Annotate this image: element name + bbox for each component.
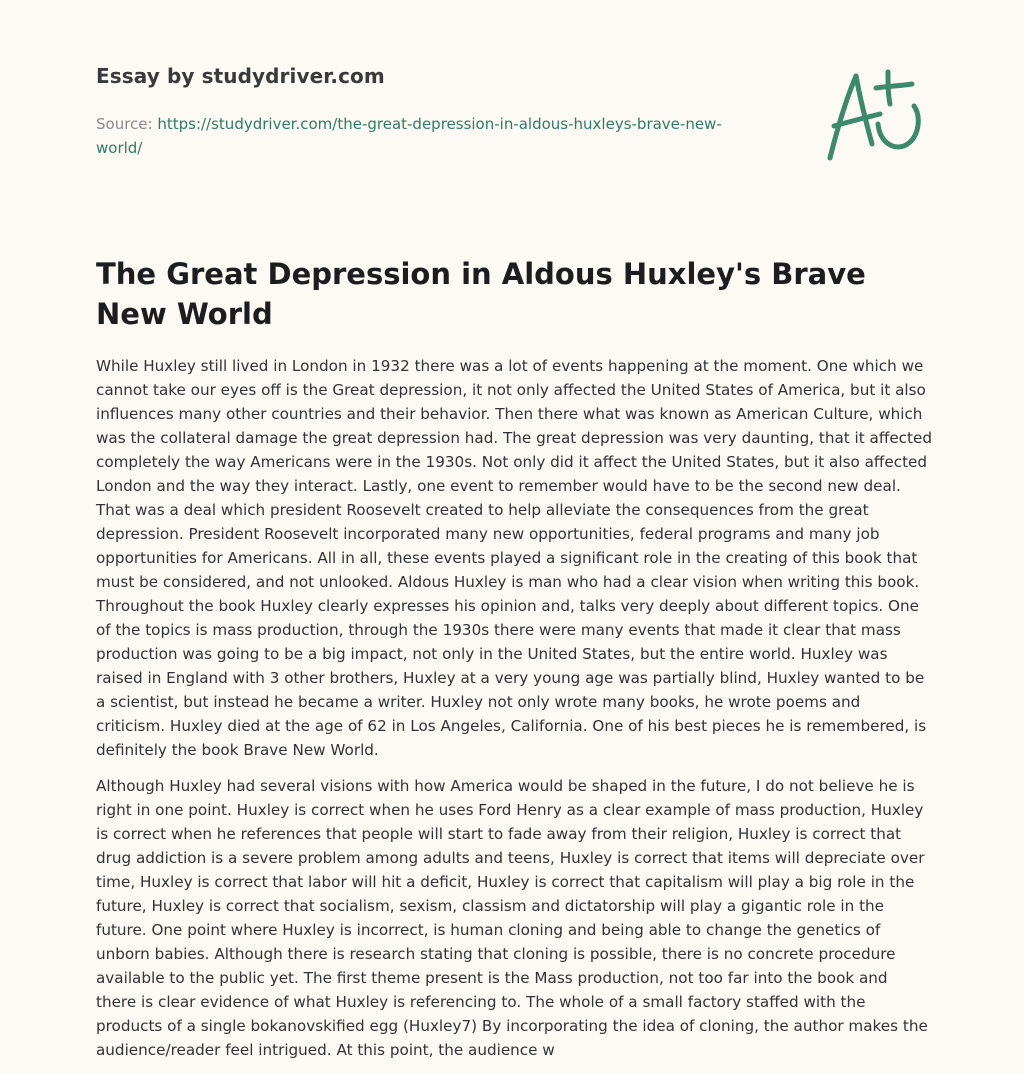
source-label: Source: <box>96 115 158 133</box>
source-link[interactable]: https://studydriver.com/the-great-depression-in-aldous-huxleys-brave-new-world/ <box>96 115 722 157</box>
source-line <box>96 112 736 160</box>
a-plus-logo-svg <box>820 64 930 164</box>
essay-paragraph: Although Huxley had several visions with how America would be shaped in the future, I do not believe he is right in one point. Huxley is correct when he uses Ford Henry as a clear example of mass production, Huxley is correct when he references that people will start to fade away from their religion, Huxley is correct that drug addiction is a severe problem among adults and teens, Huxley is correct that items will depreciate over time, Huxley is correct that labor will hit a deficit, Huxley is correct that capitalism will play a big role in the future, Huxley is correct that socialism, sexism, classism and dictatorship will play a gigantic role in the future. One point where Huxley is incorrect, is human cloning and being able to change the genetics of unborn babies. Although there is research stating that cloning is possible, there is no concrete procedure available to the public yet. The first theme present is the Mass production, not too far into the book and there is clear evidence of what Huxley is referencing to. The whole of a small factory staffed with the products of a single bokanovskified egg (Huxley7) By incorporating the idea of cloning, the author makes the audience/reader feel intrigued. At this point, the audience w <box>96 777 928 1059</box>
essay-paragraph: While Huxley still lived in London in 1932 there was a lot of events happening at the moment. One which we cannot take our eyes off is the Great depression, it not only affected the United States of America, but it also influences many other countries and their behavior. Then there what was known as American Culture, which was the collateral damage the great depression had. The great depression was very daunting, that it affected completely the way Americans were in the 1930s. Not only did it affect the United States, but it also affected London and the way they interact. Lastly, one event to remember would have to be the second new deal. That was a deal which president Roosevelt created to help alleviate the consequences from the great depression. President Roosevelt incorporated many new opportunities, federal programs and many job opportunities for Americans. All in all, these events played a significant role in the creating of this book that must be considered, and not unlooked. Aldous Huxley is man who had a clear vision when writing this book. Throughout the book Huxley clearly expresses his opinion and, talks very deeply about different topics. One of the topics is mass production, through the 1930s there were many events that made it clear that mass production was going to be a big impact, not only in the United States, but the entire world. Huxley was raised in England with 3 other brothers, Huxley at a very young age was partially blind, Huxley wanted to be a scientist, but instead he became a writer. Huxley not only wrote many books, he wrote poems and criticism. Huxley died at the age of 62 in Los Angeles, California. One of his best pieces he is remembered, is definitely the book Brave New World. <box>96 357 932 759</box>
a-plus-grade-icon <box>820 64 930 164</box>
essay-body <box>96 354 932 1074</box>
document-title: The Great Depression in Aldous Huxley's Brave New World <box>96 257 866 331</box>
site-header-title: Essay by studydriver.com <box>96 64 385 88</box>
